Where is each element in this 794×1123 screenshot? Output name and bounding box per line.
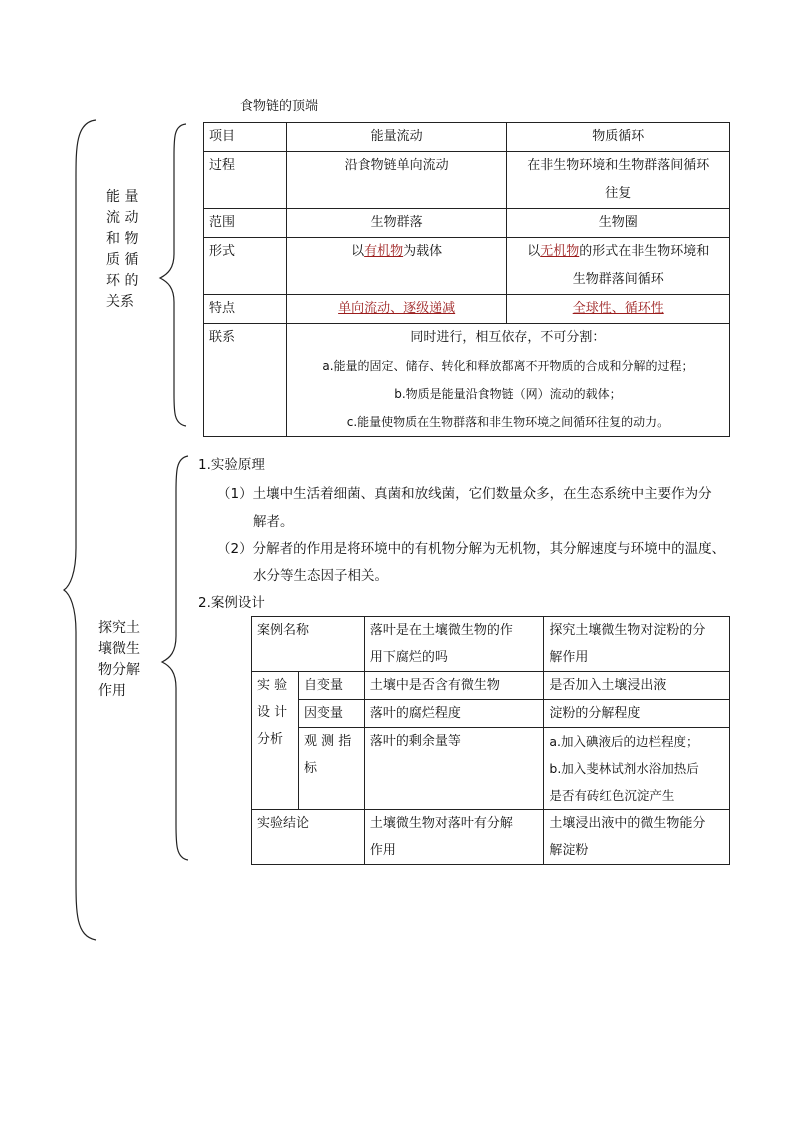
key-term-inorganic: 无机物 (540, 244, 580, 259)
header-matter: 物质循环 (507, 123, 730, 152)
table-row: 联系 同时进行，相互依存，不可分割： a.能量的固定、储存、转化和释放都离不开物质的合成和分解的过程； b.物质是能量沿食物链（网）流动的载体； c.能量使物质在生物群落和非生物环境之间循环往复的动力。 (204, 324, 730, 437)
table-row (204, 123, 730, 152)
brace-section2 (158, 454, 192, 862)
principle-2-line1: （2）分解者的作用是将环境中的有机物分解为无机物，其分解速度与环境中的温度、 (217, 541, 726, 557)
analysis-label: 实 验 设 计 分析 (252, 672, 299, 810)
header-item: 项目 (204, 123, 287, 152)
key-term-organic: 有机物 (364, 244, 404, 259)
table-row: 因变量 落叶的腐烂程度 淀粉的分解程度 (252, 700, 730, 728)
brace-section1 (156, 122, 190, 428)
principle-2-line2: 水分等生态因子相关。 (253, 568, 388, 584)
energy-matter-table (203, 122, 730, 437)
table-row: 案例名称 落叶是在土壤微生物的作 用下腐烂的吗 探究土壤微生物对淀粉的分 解作用 (252, 617, 730, 672)
case-design-table (251, 616, 730, 865)
feature-matter: 全球性、循环性 (572, 301, 664, 316)
table-row: 观 测 指 标 落叶的剩余量等 a.加入碘液后的边栏程度； b.加入斐林试剂水浴加热后 是否有砖红色沉淀产生 (252, 728, 730, 810)
top-note: 食物链的顶端 (240, 99, 319, 114)
principle-1-line1: （1）土壤中生活着细菌、真菌和放线菌，它们数量众多，在生态系统中主要作为分 (217, 486, 712, 502)
table-row: 实 验 设 计 分析 自变量 土壤中是否含有微生物 是否加入土壤浸出液 (252, 672, 730, 700)
table-row: 过程 沿食物链单向流动 在非生物环境和生物群落间循环 往复 (204, 152, 730, 209)
header-energy: 能量流动 (286, 123, 507, 152)
relation-cell: 同时进行，相互依存，不可分割： a.能量的固定、储存、转化和释放都离不开物质的合成和分解的过程； b.物质是能量沿食物链（网）流动的载体； c.能量使物质在生物群落和非生物环境之间循环往复的动力。 (286, 324, 729, 437)
principle-title: 1.实验原理 (198, 457, 265, 473)
table-row: 特点 单向流动、逐级递减 全球性、循环性 (204, 295, 730, 324)
table-row: 实验结论 土壤微生物对落叶有分解 作用 土壤浸出液中的微生物能分 解淀粉 (252, 810, 730, 865)
table-row: 形式 以有机物为载体 以无机物的形式在非生物环境和 生物群落间循环 (204, 238, 730, 295)
section1-label: 能 量 流 动 和 物 质 循 环 的 关系 (106, 189, 139, 310)
table-row: 范围 生物群落 生物圈 (204, 209, 730, 238)
case-title: 2.案例设计 (198, 595, 265, 611)
section2-label: 探究土 壤微生 物分解 作用 (98, 620, 140, 699)
principle-1-line2: 解者。 (253, 514, 294, 530)
outer-brace (60, 118, 100, 944)
feature-energy: 单向流动、逐级递减 (338, 301, 456, 316)
